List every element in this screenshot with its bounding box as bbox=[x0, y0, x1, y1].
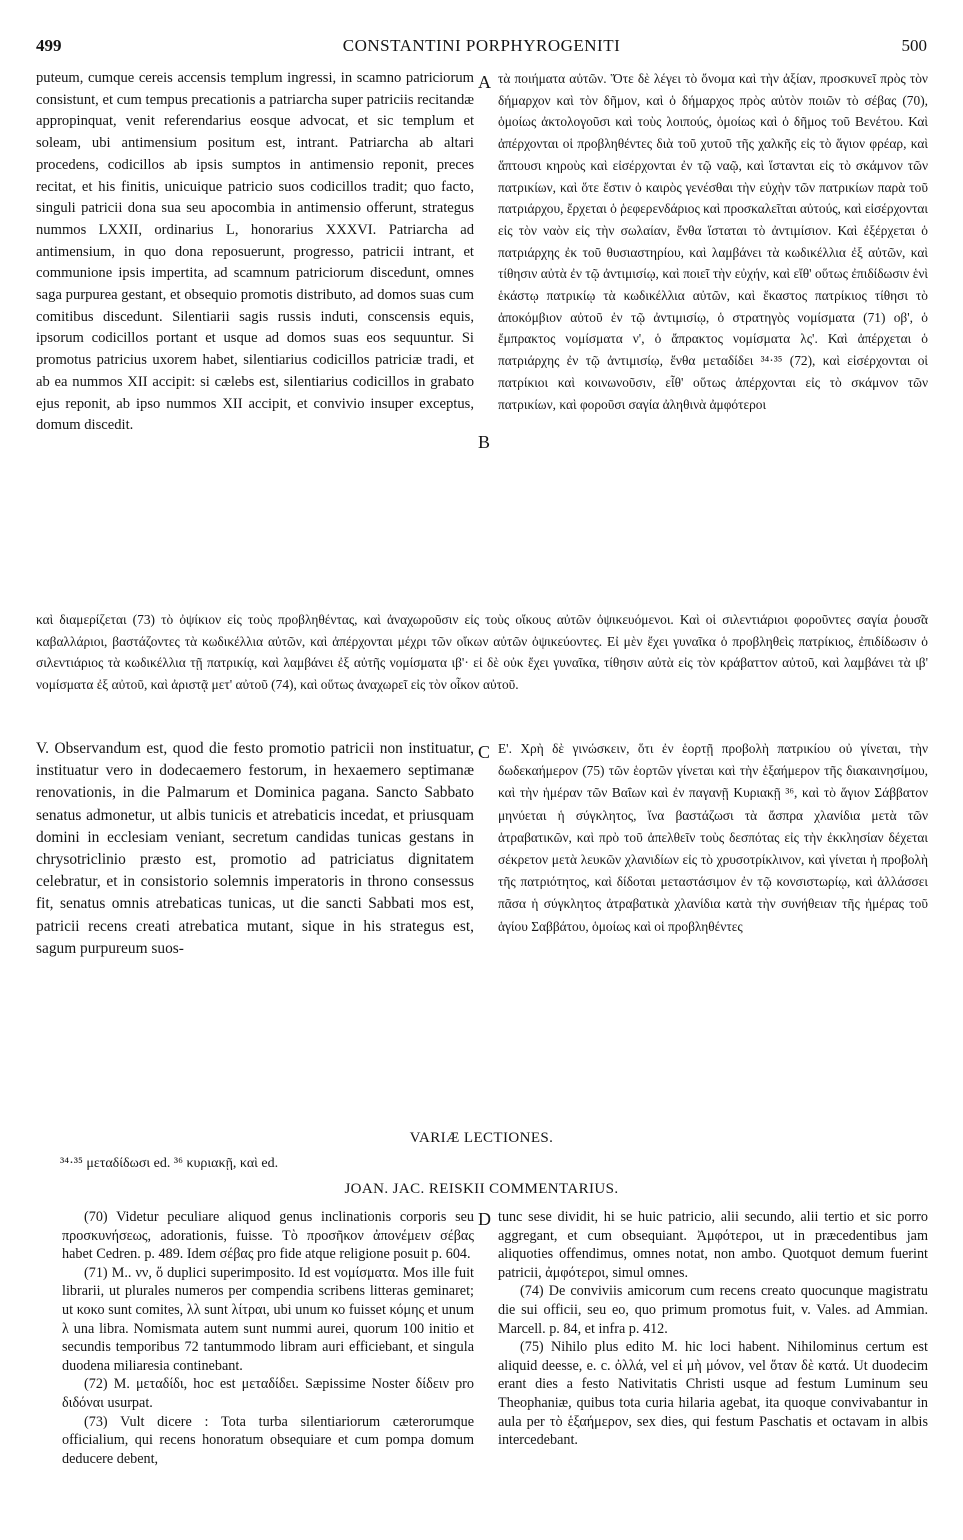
note-73: (73) Vult dicere : Tota turba silentiariorum cæterorumque officialium, qui recens honoratum obsequiare et cum pompa domum deducere debent, bbox=[62, 1413, 474, 1467]
greek-paragraph-2: Ε'. Χρὴ δὲ γινώσκειν, ὅτι ἐν ἑορτῇ προβολὴ πατρικίου οὐ γίνεται, τὴν δωδεκαήμερον (75) τῶν ἑορτῶν γίνεται καὶ τὴν ἑξαήμερον τῆς διακαινησίμου, καὶ τὴν ἡμέραν τῶν Βαΐων καὶ ἐν παγανῇ Κυριακῇ ³⁶, καὶ τὸ ἅγιον Σάββατον μηνύεται ἡ σύγκλητος, ἵνα βαστάζωσι τὰ ἄσπρα χλανίδια μετὰ τῶν ἀτραβατικῶν, καὶ πρὸ τοῦ ἀπελθεῖν τοὺς δεσπότας εἰς τὴν ἐκκλησίαν δέχεται σέκρετον μετὰ λευκῶν χλανιδίων εἰς τὸ χρυσοτρίκλινον, καὶ γίνεται ἡ προβολὴ τῆς πατριότητος, καὶ δίδοται μεταστάσιμον ἐν τῷ κονσιστωρίῳ, καὶ ἀλλάσσει πᾶσα ἡ σύγκλητος ἀτραβατικὰ χλανίδια κατὰ τὴν συνήθειαν τῆς ἡμέρας τοῦ ἁγίου Σαββάτου, ὁμοίως καὶ οἱ προβληθέντες bbox=[498, 741, 928, 934]
greek-paragraph-1: τὰ ποιήματα αὐτῶν. Ὅτε δὲ λέγει τὸ ὄνομα καὶ τὴν ἀξίαν, προσκυνεῖ πρὸς τὸν δήμαρχον καὶ τὸν δῆμον, καὶ ὁ δήμαρχος πρὸς αὐτὸν ποιῶν τὸ σέβας (70), ὁμοίως ἀκτολογοῦσι καὶ τοὺς λοιπούς, ὁμοίως καὶ ὁ δῆμος τοῦ Βενέτου. Καὶ ἀπέρχονται οἱ προβληθέντες διὰ τοῦ χυτοῦ τῆς χαλκῆς εἰς τὸ ἅγιον φρέαρ, καὶ ἅπτουσι κηροὺς καὶ εἰσέρχονται ἐν τῷ ναῷ, καὶ ἵστανται εἰς τὸ σκάμνον τῶν πατρικίων, καὶ ὅτε ἔστιν ὁ καιρὸς γενέσθαι τὴν εὐχὴν τῶν πατρικίων παρὰ τοῦ πατριάρχου, ἔρχεται ὁ ῥεφερενδάριος καὶ προσκαλεῖται αὐτούς, καὶ εἰσέρχονται εἰς τὸν ναὸν εἰς τὴν σωλαίαν, ἔνθα ἵσταται τὸ ἀντιμίσιον. Καὶ ἐξέρχεται ὁ πατριάρχης ἐκ τοῦ θυσιαστηρίου, καὶ λαμβάνει τὰ κωδικέλλια ἐξ αὐτῶν, καὶ τίθησιν αὐτὰ ἐν τῷ ἀντιμισίῳ, καὶ ποιεῖ τὴν εὐχήν, καὶ εἴθ' οὕτως ἐπιδίδωσιν ἑνὶ ἑκάστῳ πατρικίῳ τὰ κωδικέλλια αὐτῶν, καὶ ἕκαστος πατρίκιος τίθησι τὸ ἀποκόμβιον αὐτοῦ ἐν τῷ ἀντιμισίῳ, ὁ στρατηγὸς νομίσματα (71) οβ', ὁ ἔμπρακτος νομίσματα ν', ὁ ἄπρακτος νομίσματα λς'. Καὶ ἀπέρχεται ὁ πατριάρχης ἐν τῷ ἀντιμισίῳ, ἔνθα μεταδίδει ³⁴·³⁵ (72), καὶ εἰσέρχονται οἱ πατρίκιοι καὶ κοινωνοῦσιν, εἶθ' οὕτως ἀπέρχονται εἰς τὸ σκάμνον τῶν πατρικίων, καὶ φοροῦσι σαγία ἀληθινὰ ἀμφότεροι bbox=[498, 71, 928, 412]
note-71: (71) M.. νν, ὅ duplici superimposito. Id est νομίσματα. Mos ille fuit librarii, ut plurales numeros per compendia scribens litteras geminaret; ut κοκο sunt comites, λλ sunt λίτραι, ubi unum κο fuisset κόμης et unum λ una libra. Nomismata autem sunt nummi aurei, quorum 100 initio et secundis temporibus 72 tantummodo libram auri efficiebant, et singula duodena miliaresia continebant. bbox=[62, 1264, 474, 1374]
commentary-right-column bbox=[498, 1208, 928, 1450]
latin-column-2 bbox=[36, 738, 474, 960]
variae-lectiones-text: ³⁴·³⁵ μεταδίδωσι ed. ³⁶ κυριακῇ, καὶ ed. bbox=[60, 1156, 279, 1171]
note-70: (70) Videtur peculiare aliquod genus inclinationis corporis seu προσκυνήσεως, adorationis, fuisse. Τὸ προσῆκον ἀπονέμειν σέβας habet Cedren. p. 489. Idem σέβας pro fide atque religione posuit p. 604. bbox=[62, 1209, 474, 1263]
latin-paragraph-2: V. Observandum est, quod die festo promotio patricii non instituatur, instituatur vero in dodecaemero festorum, in hexaemero septimanæ renovationis, in die Palmarum et Dominica pagana. Sancto Sabbato senatus admonetur, ut albis tunicis et atrebaticis incedat, et priusquam domini in ecclesiam veniant, secretum candidas tunicas gestans in chrysotriclinio præsto est, promotio ad patriciatus dignitatem celebratur, et in consistorio solemnis imperatoris in throno consessus fit, senatus omnis atrebaticas tunicas, ut die sancti Sabbati mos est, patricii recens creati atrebatica mutant, sique in his strategus est, sagum purpureum suos- bbox=[36, 740, 474, 957]
greek-column-2 bbox=[498, 738, 928, 938]
note-74: (74) De conviviis amicorum cum recens creato quocunque magistratu die sui officii, seu eo, quo primum promotus fuit, v. Vales. ad Ammian. Marcell. p. 84, et infra p. 412. bbox=[498, 1283, 928, 1337]
greek-column-1 bbox=[498, 68, 928, 415]
commentary-heading: JOAN. JAC. REISKII COMMENTARIUS. bbox=[344, 1181, 619, 1197]
margin-marker-c: C bbox=[478, 742, 491, 762]
latin-column-1 bbox=[36, 68, 474, 437]
running-header bbox=[36, 36, 927, 62]
running-title: CONSTANTINI PORPHYROGENITI bbox=[342, 36, 621, 55]
note-75: (75) Nihilo plus edito M. hic loci habent. Nihilominus certum est aliquid deesse, e. c. ὀλλά, vel εἰ μὴ μόνον, vel ὅταν δὲ κατά. Ut duodecim erant dies a festo Nativitatis Christi usque ad festum Luminum seu Theophaniæ, quibus tota curia hilaria agebat, ita quoque convivabantur in aula per τὸ ἑξαήμερον, sex dies, qui festum Paschatis et octavam in albis intercedebant. bbox=[498, 1339, 928, 1449]
latin-paragraph-1: puteum, cumque cereis accensis templum ingressi, in scamno patriciorum consistunt, et cum tempus precationis a patriarcha super patriciis recitandæ appropinquat, venit referendarius eosque advocat, et sic templum et soleam, ubi antimensium positum est, intrant. Patriarcha ab altari procedens, codicillos ab ipsis sumptos in antimensio reponit, preces recitat, et his finitis, unicuique patricio suos codicillos tradit; quo facto, singuli patricii dona sua seu apocombia in antimensio offerunt, strategus nummos LXXII, ordinarius L, honorarius XXXVI. Patriarcha ad antimensium, in quo dona reposuerunt, progresso, patricii intrant, et communione ipsis impertita, ad scamnum patriciorum discedunt, omnes saga purpurea gestant, et obsequio promotis distributo, ad domos suas cum comitibus discedunt. Silentiarii sagis russis induti, conscensis equis, ipsorum codicillos portant et usque ad domos suas eos sequuntur. Si promotus patricius uxorem habet, silentiarius codicillos patriciæ tradi, et ab ea nummos XII accipit: si cælebs est, silentiarius codicillos in grabato ejus reponit, ab ipso nummos XII accipit, et convivio insuper exceptus, domum discedit. bbox=[36, 70, 474, 434]
greek-full-width bbox=[36, 609, 928, 696]
page-number-right: 500 bbox=[901, 36, 927, 55]
variae-lectiones-heading: VARIÆ LECTIONES. bbox=[409, 1130, 554, 1146]
greek-paragraph-full: καὶ διαμερίζεται (73) τὸ ὀψίκιον εἰς τοὺς προβληθέντας, καὶ ἀναχωροῦσιν εἰς τοὺς οἴκους αὐτῶν ὀψικευόμενοι. Καὶ οἱ σιλεντιάριοι φοροῦντες σαγία ῥουσ̃α καβαλλάριοι, βαστάζοντες τὰ κωδικέλλια αὐτῶν, καὶ ἀπέρχονται μέχρι τῶν οἴκων αὐτῶν ὀψικεύοντες. Εἰ μὲν ἔχει γυναῖκα ὁ προβληθεὶς πατρίκιος, ἐπιδίδωσιν ὁ σιλεντιάριος τὰ κωδικέλλια τῇ πατρικίᾳ, καὶ λαμβάνει ἐξ αὐτῆς νομίσματα ιβ'· εἰ δὲ οὐκ ἔχει γυναῖκα, τίθησιν αὐτὰ εἰς τὸν κράβαττον αὐτοῦ, καὶ λαμβάνει τὰ ιβ' νομίσματα ἐξ αὐτοῦ, καὶ ἀριστᾷ μετ' αὐτοῦ (74), καὶ οὕτως ἀναχωρεῖ εἰς τὸν οἶκον αὐτοῦ. bbox=[36, 612, 928, 693]
commentary-left-column bbox=[62, 1208, 474, 1468]
page-number-left: 499 bbox=[36, 36, 62, 55]
note-72: (72) M. μεταδίδι, hoc est μεταδίδει. Sæpissime Noster δίδειν pro διδόναι usurpat. bbox=[62, 1376, 474, 1411]
note-73-continued: tunc sese dividit, hi se huic patricio, alii secundo, alii tertio et sic porro aggregant, et cum obsequiant. Ἀμφότεροι, ut in præcedentibus jam aliquoties offendimus, omnes notat, non ambo. Quotquot demum fuerint patricii, ἀμφότεροι, simul omnes. bbox=[498, 1209, 928, 1281]
margin-marker-b: B bbox=[478, 432, 491, 452]
margin-marker-d: D bbox=[478, 1209, 491, 1229]
margin-marker-a: A bbox=[478, 72, 491, 92]
